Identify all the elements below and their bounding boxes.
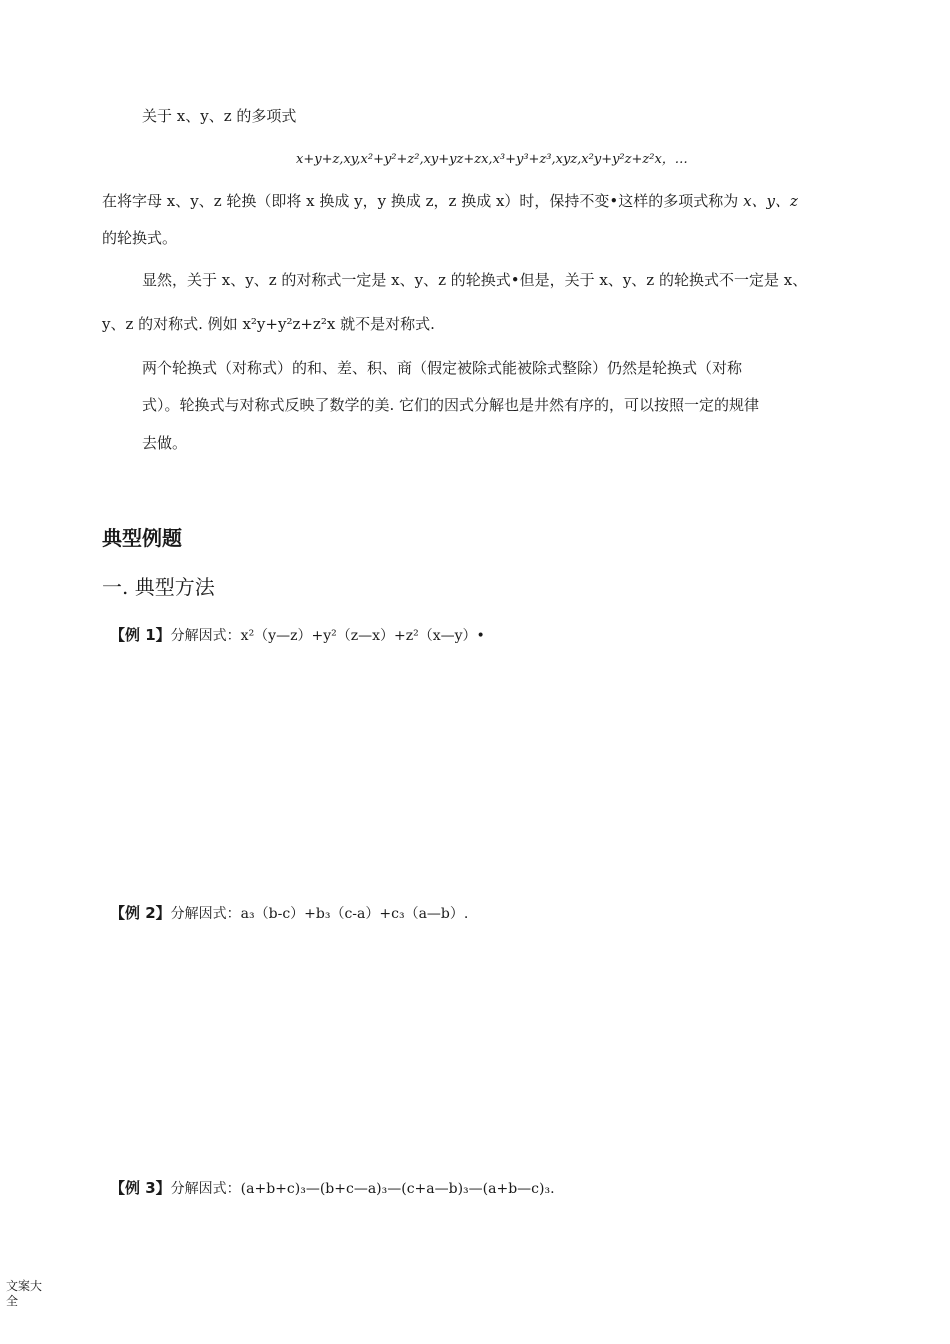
para3-line-2: 式）。轮换式与对称式反映了数学的美. 它们的因式分解也是井然有序的，可以按照一定的规律	[142, 396, 760, 414]
para2-line-2: y、z 的对称式. 例如 x²y+y²z+z²x 就不是对称式.	[102, 315, 435, 333]
section-title: 典型例题	[102, 526, 182, 550]
example-3-tag: 【例 3】	[110, 1179, 171, 1197]
example-2-text: 分解因式：a₃（b-c）+b₃（c-a）+c₃（a—b）.	[170, 906, 469, 922]
example-3-text: 分解因式：(a+b+c)₃—(b+c—a)₃—(c+a—b)₃—(a+b—c)₃.	[170, 1181, 555, 1197]
subsection-title: 一. 典型方法	[102, 575, 215, 599]
para3-line-3: 去做。	[142, 434, 188, 452]
intro-line-3: 的轮换式。	[102, 229, 178, 247]
intro-line-1: 关于 x、y、z 的多项式	[142, 107, 297, 125]
example-3	[110, 1178, 555, 1199]
example-1-text: 分解因式：x²（y—z）+y²（z—x）+z²（x—y）•	[170, 628, 485, 644]
intro-line-2-text: 在将字母 x、y、z 轮换（即将 x 换成 y，y 换成 z，z 换成 x）时，保持不变•这样的多项式称为	[102, 192, 739, 210]
para2-line-1: 显然，关于 x、y、z 的对称式一定是 x、y、z 的轮换式•但是，关于 x、y、z 的轮换式不一定是 x、	[142, 271, 808, 289]
example-1	[110, 625, 485, 646]
para3-line-1: 两个轮换式（对称式）的和、差、积、商（假定被除式能被除式整除）仍然是轮换式（对称	[142, 359, 743, 377]
example-2-tag: 【例 2】	[110, 904, 171, 922]
intro-line-2-variables: x、y、z	[743, 192, 798, 210]
intro-line-2	[102, 191, 798, 211]
example-1-tag: 【例 1】	[110, 626, 171, 644]
intro-formula: x+y+z,xy,x²+y²+z²,xy+yz+zx,x³+y³+z³,xyz,x²y+y²z+z²x，…	[296, 152, 688, 167]
example-2	[110, 903, 468, 924]
footer-text: 文案大全	[6, 1279, 43, 1308]
